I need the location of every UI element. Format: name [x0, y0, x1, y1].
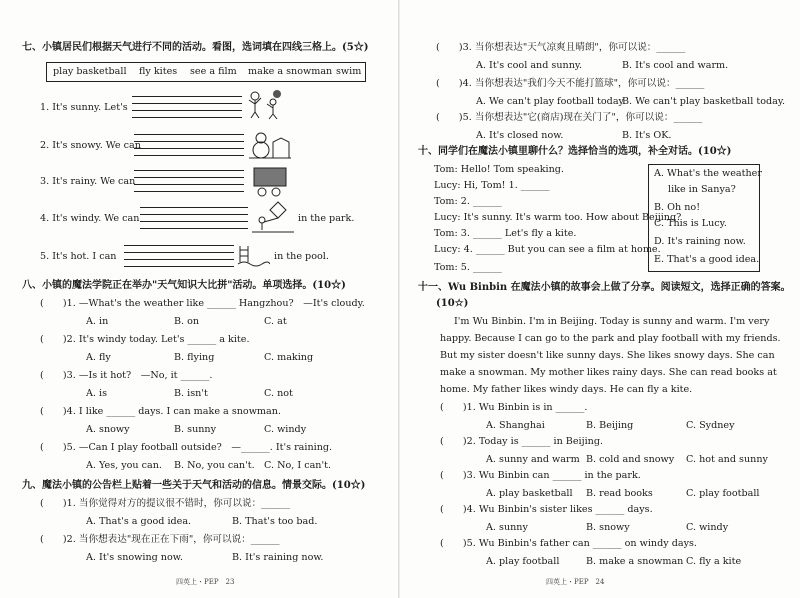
- option: B. flying: [174, 352, 215, 363]
- option: C. hot and sunny: [686, 454, 768, 465]
- section-8-title: 八、小镇的魔法学院正在举办"天气知识大比拼"活动。单项选择。(10☆): [22, 280, 346, 291]
- passage-line: home. My father likes windy days. He can fly a kite.: [440, 384, 693, 395]
- question-8-4: ( )4. I like ______ days. I can make a snowman.: [40, 406, 281, 417]
- writing-line: [124, 266, 234, 267]
- option: A. sunny: [486, 522, 528, 533]
- option: C. making: [264, 352, 314, 363]
- page-footer: 四英上・PEP 23: [176, 578, 235, 586]
- question-11-2: ( )2. Today is ______ in Beijing.: [440, 436, 604, 447]
- writing-line: [140, 228, 248, 229]
- option: A. That's a good idea.: [86, 516, 192, 527]
- dialogue-option: D. It's raining now.: [654, 236, 746, 247]
- option: B. It's cool and warm.: [622, 60, 729, 71]
- option: B. That's too bad.: [232, 516, 318, 527]
- option: A. It's snowing now.: [86, 552, 183, 563]
- option: B. Beijing: [586, 420, 634, 431]
- option: C. windy: [264, 424, 307, 435]
- option: B. isn't: [174, 388, 208, 399]
- dialogue-line: Tom: 2. ______: [434, 196, 502, 207]
- option: C. No, I can't.: [264, 460, 332, 471]
- option: B. We can't play basketball today.: [622, 96, 786, 107]
- page-footer: 四英上・PEP 24: [546, 578, 605, 586]
- section-9-title: 九、魔法小镇的公告栏上贴着一些关于天气和活动的信息。情景交际。(10☆): [22, 480, 366, 491]
- option: C. Sydney: [686, 420, 735, 431]
- dialogue-line: Tom: Hello! Tom speaking.: [434, 164, 564, 175]
- question-7-3: 3. It's rainy. We can: [40, 176, 136, 187]
- question-9-3: ( )3. 当你想表达"天气凉爽且晴朗"，你可以说：______: [436, 42, 686, 53]
- option: A. snowy: [86, 424, 130, 435]
- writing-line: [132, 110, 242, 111]
- option: C. play football: [686, 488, 760, 499]
- dialogue-line: Tom: 5. ______: [434, 262, 502, 273]
- writing-line: [140, 207, 248, 208]
- writing-line: [134, 191, 244, 192]
- question-11-1: ( )1. Wu Binbin is in ______.: [440, 402, 588, 413]
- question-7-4-tail: in the park.: [298, 213, 355, 224]
- option: A. We can't play football today.: [476, 96, 626, 107]
- dialogue-option: B. Oh no!: [654, 202, 701, 213]
- writing-line: [140, 221, 248, 222]
- question-9-1: ( )1. 当你觉得对方的提议很不错时，你可以说：______: [40, 498, 290, 509]
- question-7-1: 1. It's sunny. Let's: [40, 102, 128, 113]
- film-illustration: [250, 164, 290, 198]
- dialogue-line: Lucy: It's sunny. It's warm too. How about Beijing?: [434, 212, 682, 223]
- option: A. in: [86, 316, 109, 327]
- option: B. cold and snowy: [586, 454, 675, 465]
- word-bank-item: play basketball: [53, 66, 127, 77]
- kite-illustration: [250, 200, 294, 234]
- passage-line: But my sister doesn't like sunny days. She likes snowy days. She can: [440, 350, 775, 361]
- section-11-title: 十一、Wu Binbin 在魔法小镇的故事会上做了分享。阅读短文，选择正确的答案。: [418, 282, 791, 293]
- word-bank-item: see a film: [190, 66, 237, 77]
- option: A. It's cool and sunny.: [476, 60, 583, 71]
- question-11-5: ( )5. Wu Binbin's father can ______ on windy days.: [440, 538, 697, 549]
- writing-line: [124, 245, 234, 246]
- question-8-3: ( )3. —Is it hot? —No, it ______.: [40, 370, 213, 381]
- option: A. play basketball: [486, 488, 573, 499]
- passage-line: happy. Because I can go to the park and play football with my friends.: [440, 333, 781, 344]
- snowman-illustration: [247, 128, 291, 160]
- question-8-2: ( )2. It's windy today. Let's ______ a kite.: [40, 334, 250, 345]
- option: A. sunny and warm: [486, 454, 580, 465]
- option: B. sunny: [174, 424, 217, 435]
- writing-line: [132, 96, 242, 97]
- option: C. not: [264, 388, 293, 399]
- right-page: [400, 0, 800, 598]
- writing-line: [134, 148, 244, 149]
- dialogue-line: Lucy: 4. ______ But you can see a film at home.: [434, 244, 661, 255]
- writing-line: [134, 141, 244, 142]
- dialogue-option: C. This is Lucy.: [654, 218, 727, 229]
- writing-line: [124, 259, 234, 260]
- question-7-2: 2. It's snowy. We can: [40, 140, 141, 151]
- option: B. on: [174, 316, 200, 327]
- question-11-3: ( )3. Wu Binbin can ______ in the park.: [440, 470, 641, 481]
- question-7-5: 5. It's hot. I can: [40, 251, 117, 262]
- option: C. windy: [686, 522, 729, 533]
- option: B. No, you can't.: [174, 460, 255, 471]
- option: B. It's OK.: [622, 130, 672, 141]
- question-9-2: ( )2. 当你想表达"现在正在下雨"，你可以说：______: [40, 534, 280, 545]
- writing-line: [134, 184, 244, 185]
- writing-line: [134, 170, 244, 171]
- section-10-title: 十、同学们在魔法小镇里聊什么？选择恰当的选项，补全对话。(10☆): [418, 146, 732, 157]
- writing-line: [134, 155, 244, 156]
- writing-line: [140, 214, 248, 215]
- pool-illustration: [236, 242, 270, 268]
- option: B. It's raining now.: [232, 552, 324, 563]
- dialogue-option: E. That's a good idea.: [654, 254, 760, 265]
- dialogue-line: Tom: 3. ______ Let's fly a kite.: [434, 228, 577, 239]
- writing-line: [132, 117, 242, 118]
- dialogue-option: like in Sanya?: [668, 184, 736, 195]
- option: B. read books: [586, 488, 653, 499]
- option: A. fly: [86, 352, 111, 363]
- dialogue-line: Lucy: Hi, Tom! 1. ______: [434, 180, 550, 191]
- word-bank-item: swim: [336, 66, 362, 77]
- dialogue-option: A. What's the weather: [654, 168, 762, 179]
- option: A. It's closed now.: [476, 130, 564, 141]
- question-7-5-tail: in the pool.: [274, 251, 329, 262]
- option: B. make a snowman: [586, 556, 684, 567]
- word-bank-item: make a snowman: [248, 66, 333, 77]
- question-8-5: ( )5. —Can I play football outside? —______. It's raining.: [40, 442, 333, 453]
- writing-line: [132, 103, 242, 104]
- question-9-5: ( )5. 当你想表达"它(商店)现在关门了"，你可以说：______: [436, 112, 703, 123]
- question-7-4: 4. It's windy. We can: [40, 213, 140, 224]
- basketball-illustration: [245, 88, 289, 120]
- writing-line: [134, 134, 244, 135]
- option: A. is: [86, 388, 108, 399]
- question-9-4: ( )4. 当你想表达"我们今天不能打篮球"，你可以说：______: [436, 78, 705, 89]
- option: C. fly a kite: [686, 556, 742, 567]
- question-8-1: ( )1. —What's the weather like ______ Hangzhou? —It's cloudy.: [40, 298, 365, 309]
- option: A. Yes, you can.: [86, 460, 162, 471]
- passage-line: make a snowman. My mother likes rainy days. She can read books at: [440, 367, 777, 378]
- question-11-4: ( )4. Wu Binbin's sister likes ______ days.: [440, 504, 653, 515]
- section-7-title: 七、小镇居民们根据天气进行不同的活动。看图，选词填在四线三格上。(5☆): [22, 42, 369, 53]
- option: C. at: [264, 316, 287, 327]
- option: B. snowy: [586, 522, 630, 533]
- option: A. Shanghai: [486, 420, 545, 431]
- section-11-score: (10☆): [436, 298, 469, 309]
- writing-line: [124, 252, 234, 253]
- word-bank-item: fly kites: [139, 66, 178, 77]
- writing-line: [134, 177, 244, 178]
- option: A. play football: [486, 556, 560, 567]
- passage-line: I'm Wu Binbin. I'm in Beijing. Today is sunny and warm. I'm very: [454, 316, 770, 327]
